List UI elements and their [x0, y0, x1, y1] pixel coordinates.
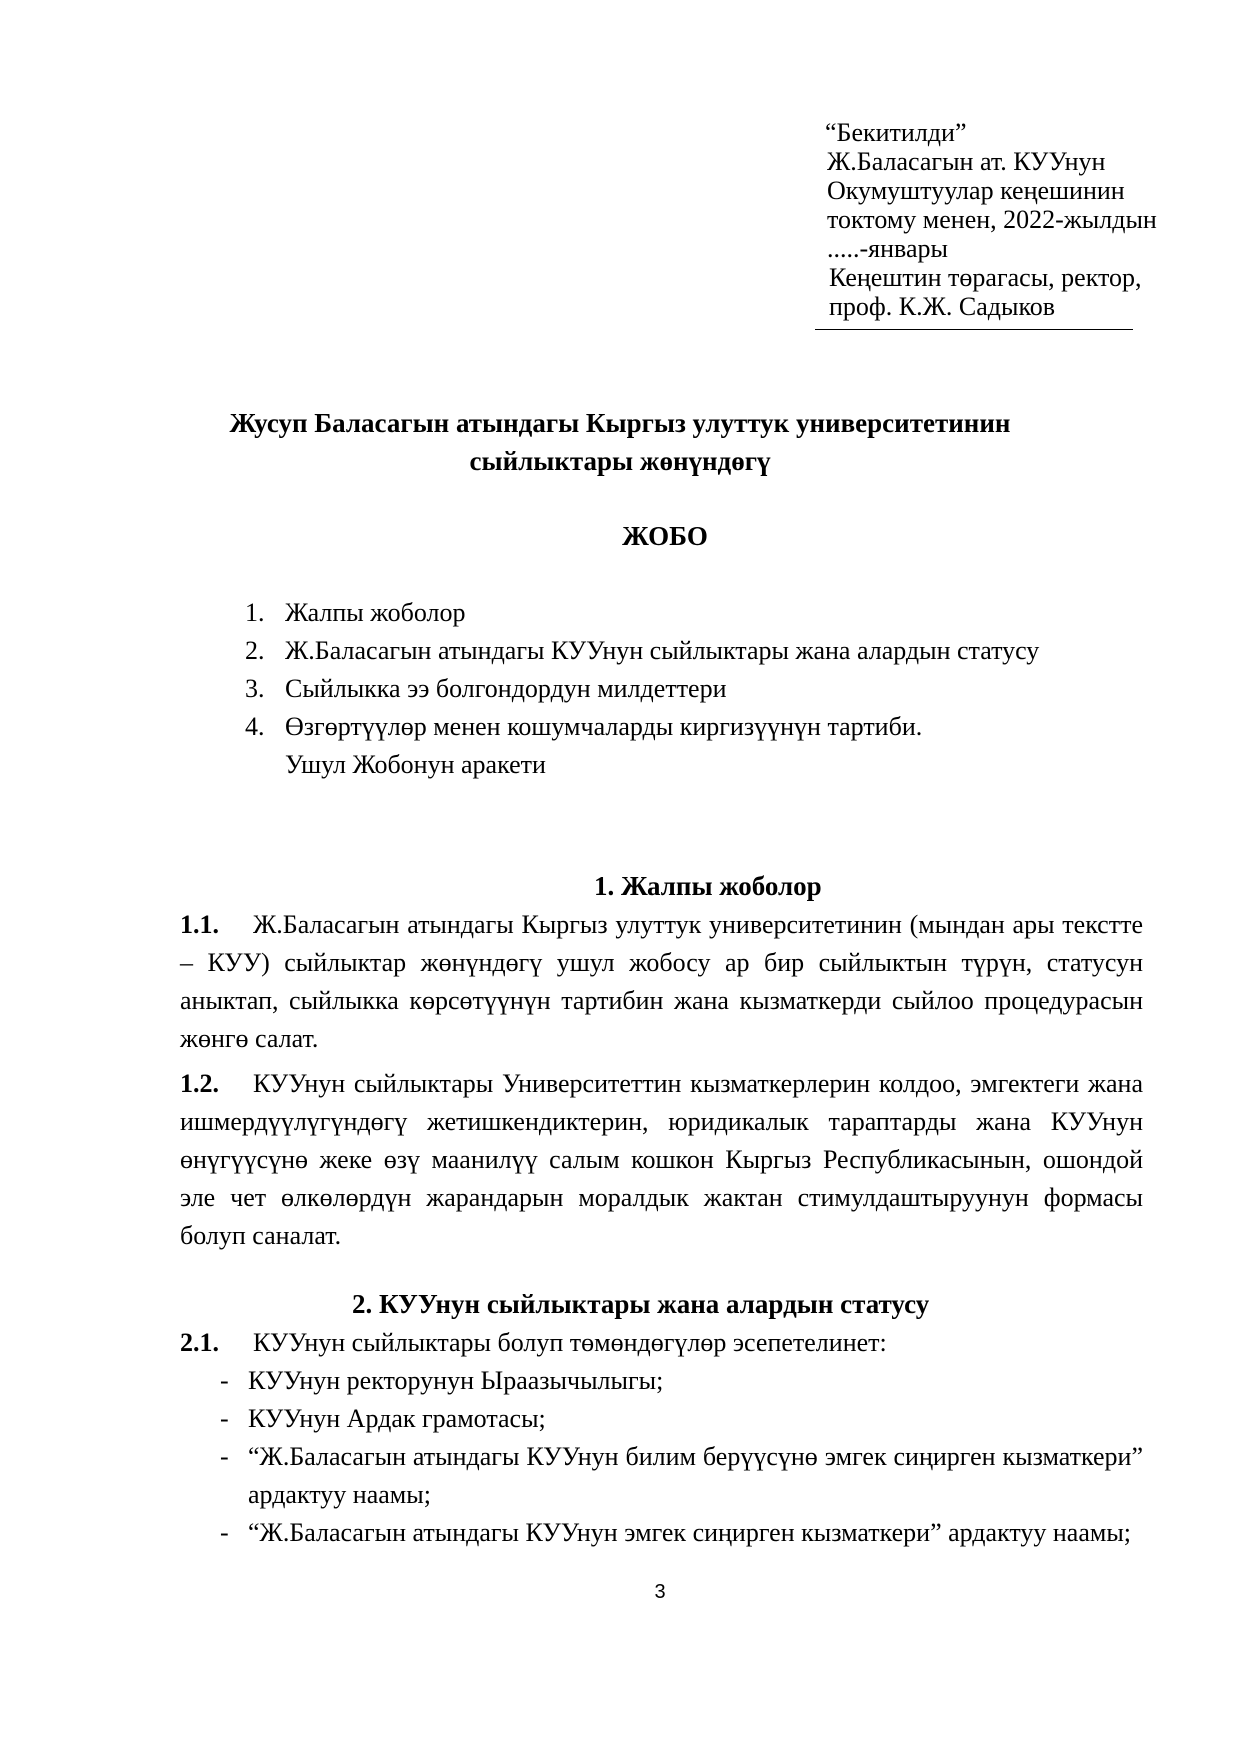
document-title — [180, 404, 1060, 480]
toc-item-text: Сыйлыкка ээ болгондордун милдеттери — [285, 674, 727, 703]
paragraph-number: 1.2. — [180, 1069, 219, 1098]
toc-item-number: 4. — [245, 712, 265, 741]
list-item — [220, 1362, 1143, 1400]
page-number: 3 — [654, 1581, 666, 1603]
paragraph-1-1 — [180, 906, 1143, 1058]
approval-block — [815, 118, 1157, 330]
title-line: сыйлыктары жөнүндөгү — [469, 446, 771, 476]
list-item-text: КУУнун ректорунун Ыраазычылыгы; — [248, 1366, 664, 1395]
toc-item — [245, 632, 1145, 670]
list-dash: - — [220, 1366, 229, 1395]
list-dash: - — [220, 1442, 229, 1471]
toc-item-text-continued: Ушул Жобонун аракети — [285, 750, 546, 779]
approval-line: .....-январы — [827, 234, 948, 263]
toc-item-number: 3. — [245, 674, 265, 703]
list-dash: - — [220, 1518, 229, 1547]
list-item — [220, 1438, 1143, 1514]
section-heading: 1. Жалпы жоболор — [594, 871, 822, 901]
toc-item-number: 2. — [245, 636, 265, 665]
approval-line: Окумуштуулар кеңешинин — [827, 176, 1125, 205]
approval-line: токтому менен, 2022-жылдын — [827, 205, 1157, 234]
toc-item-text: Жалпы жоболор — [285, 598, 466, 627]
approval-line: проф. К.Ж. Садыков — [829, 292, 1056, 321]
approval-line: Ж.Баласагын ат. КУУнун — [827, 147, 1106, 176]
toc-item — [245, 708, 1145, 784]
toc-item-text: Ж.Баласагын атындагы КУУнун сыйлыктары жана алардын статусу — [285, 636, 1040, 665]
paragraph-text — [180, 910, 1143, 1053]
paragraph-text: КУУнун сыйлыктары Университеттин кызматкерлерин колдоо, эмгектеги жана ишмердүүлүгүндөгү жетишкендиктерин, юридикалык тараптарды жана КУУнун өнүгүүсүнө жеке өзү маанилүү салым кошкон Кыргыз Республикасынын, ошондой эле чет өлкөлөрдүн жарандарын моралдык жактан стимулдаштыруунун формасы болуп саналат. — [180, 1069, 1143, 1250]
toc-item-number: 1. — [245, 598, 265, 627]
toc-item — [245, 594, 1145, 632]
paragraph-1-2 — [180, 1065, 1143, 1255]
approval-heading: “Бекитилди” — [825, 118, 967, 147]
toc-item-text: Өзгөртүүлөр менен кошумчаларды киргизүүнүн тартиби. — [285, 712, 923, 741]
list-item-text: “Ж.Баласагын атындагы КУУнун эмгек сиңирген кызматкери” ардактуу наамы; — [248, 1518, 1132, 1547]
section-heading: 2. КУУнун сыйлыктары жана алардын статусу — [352, 1289, 930, 1319]
table-of-contents — [245, 594, 1145, 784]
list-dash: - — [220, 1404, 229, 1433]
toc-item — [245, 670, 1145, 708]
list-item-text: КУУнун Ардак грамотасы; — [248, 1404, 546, 1433]
document-type-heading: ЖОБО — [622, 521, 708, 551]
list-item — [220, 1514, 1143, 1552]
list-item-text: “Ж.Баласагын атындагы КУУнун билим берүүсүнө эмгек сиңирген кызматкери” ардактуу наамы; — [248, 1442, 1143, 1509]
list-item — [220, 1400, 1143, 1438]
signature-line — [815, 329, 1133, 330]
paragraph-text: КУУнун сыйлыктары болуп төмөндөгүлөр эсепетелинет: — [253, 1328, 887, 1357]
paragraph-2-1 — [180, 1324, 1143, 1362]
approval-line: Кеңештин төрагасы, ректор, — [829, 263, 1142, 292]
paragraph-number: 1.1. — [180, 910, 219, 939]
paragraph-number: 2.1. — [180, 1328, 219, 1357]
title-line: Жусуп Баласагын атындагы Кыргыз улуттук университетинин — [229, 408, 1011, 438]
paragraph-text-body: Ж.Баласагын атындагы Кыргыз улуттук университетинин (мындан ары тексттe – КУУ) сыйлыктар жөнүндөгү ушул жобосу ар бир сыйлыктын түрүн, статусун аныктап, сыйлыкка көрсөтүүнүн тартибин жана кызматкерди сыйлоо процедурасын жөнгө салат. — [180, 910, 1143, 1053]
